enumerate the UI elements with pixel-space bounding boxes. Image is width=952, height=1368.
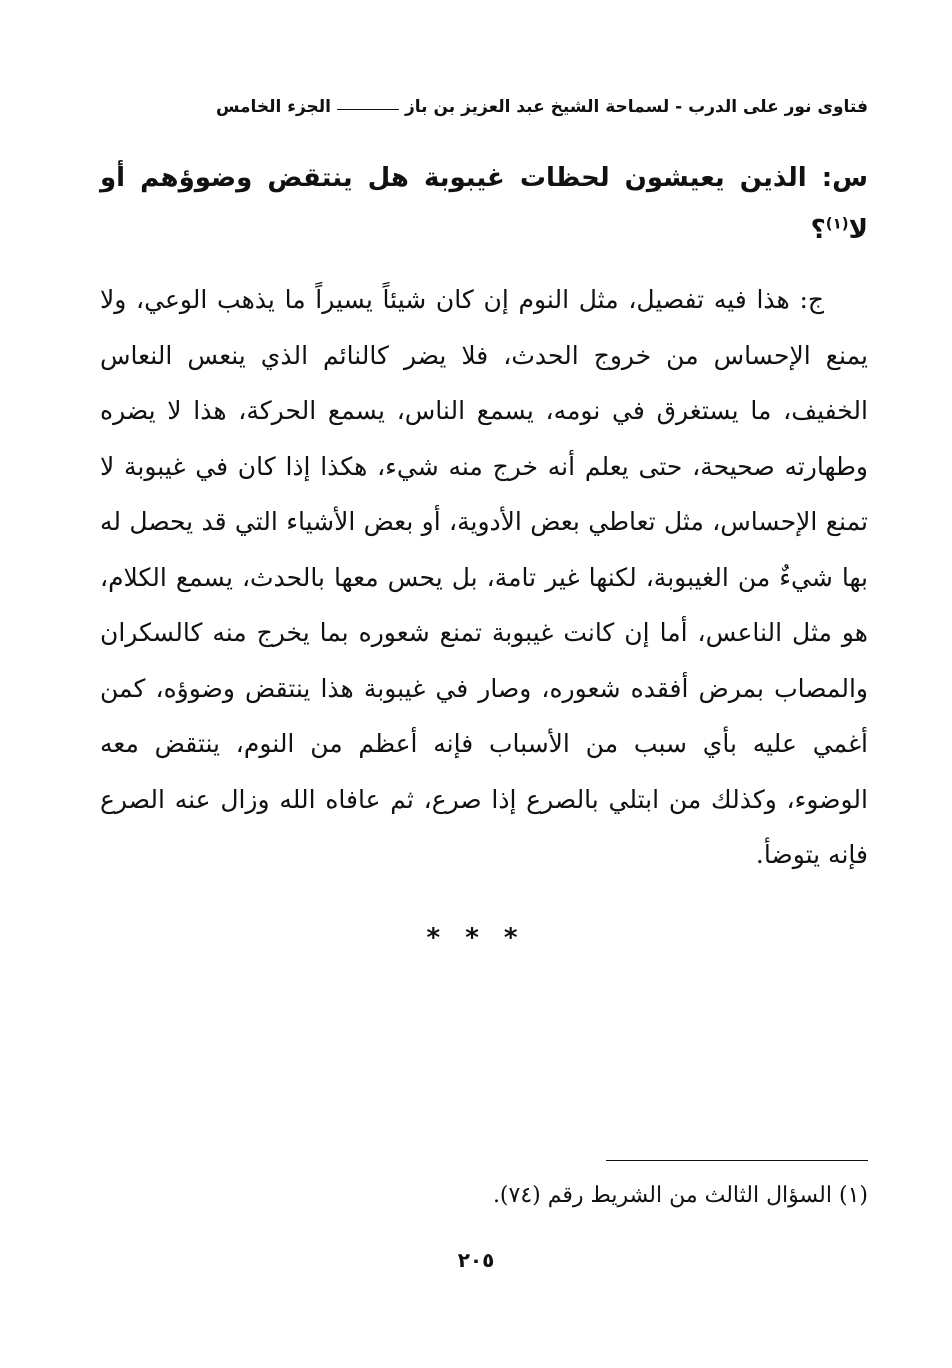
footnote-number: (١) — [838, 1183, 868, 1208]
header-book-title: فتاوى نور على الدرب - لسماحة الشيخ عبد العزيز بن باز — [405, 97, 868, 117]
question-text: الذين يعيشون لحظات غيبوبة هل ينتقض وضوؤهم أو لا — [100, 163, 868, 245]
question-mark: ؟ — [810, 215, 826, 245]
answer-prefix: ج: — [799, 285, 824, 314]
question-paragraph — [100, 152, 868, 256]
question-prefix: س: — [821, 163, 868, 193]
answer-paragraph — [100, 272, 868, 883]
header-separator-line — [337, 109, 399, 110]
answer-text: هذا فيه تفصيل، مثل النوم إن كان شيئاً يسيراً ما يذهب الوعي، ولا يمنع الإحساس من خروج الحدث، فلا يضر كالنائم الذي ينعس النعاس الخفيف، ما يستغرق في نومه، يسمع الناس، يسمع الحركة، هذا لا يضره وطهارته صحيحة، حتى يعلم أنه خرج منه شيء، هكذا إذا كان في غيبوبة لا تمنع الإحساس، مثل تعاطي بعض الأدوية، أو بعض الأشياء التي قد يحصل له بها شيءٌ من الغيبوبة، لكنها غير تامة، بل يحس معها بالحدث، يسمع الكلام، هو مثل الناعس، أما إن كانت غيبوبة تمنع شعوره بما يخرج منه كالسكران والمصاب بمرض أفقده شعوره، وصار في غيبوبة هذا ينتقض وضوؤه، كمن أغمي عليه بأي سبب من الأسباب فإنه أعظم من النوم، ينتقض معه الوضوء، وكذلك من ابتلي بالصرع إذا صرع، ثم عافاه الله وزال عنه الصرع فإنه يتوضأ. — [100, 285, 868, 869]
section-separator-stars: * * * — [426, 923, 526, 953]
page-number: ٢٠٥ — [457, 1248, 495, 1272]
footnote-text: السؤال الثالث من الشريط رقم (٧٤). — [492, 1183, 832, 1208]
footnote-divider — [606, 1160, 868, 1161]
header-volume: الجزء الخامس — [215, 97, 331, 117]
question-footnote-ref[interactable]: (١) — [825, 214, 849, 233]
running-header — [100, 90, 868, 124]
footnote — [300, 1176, 868, 1216]
